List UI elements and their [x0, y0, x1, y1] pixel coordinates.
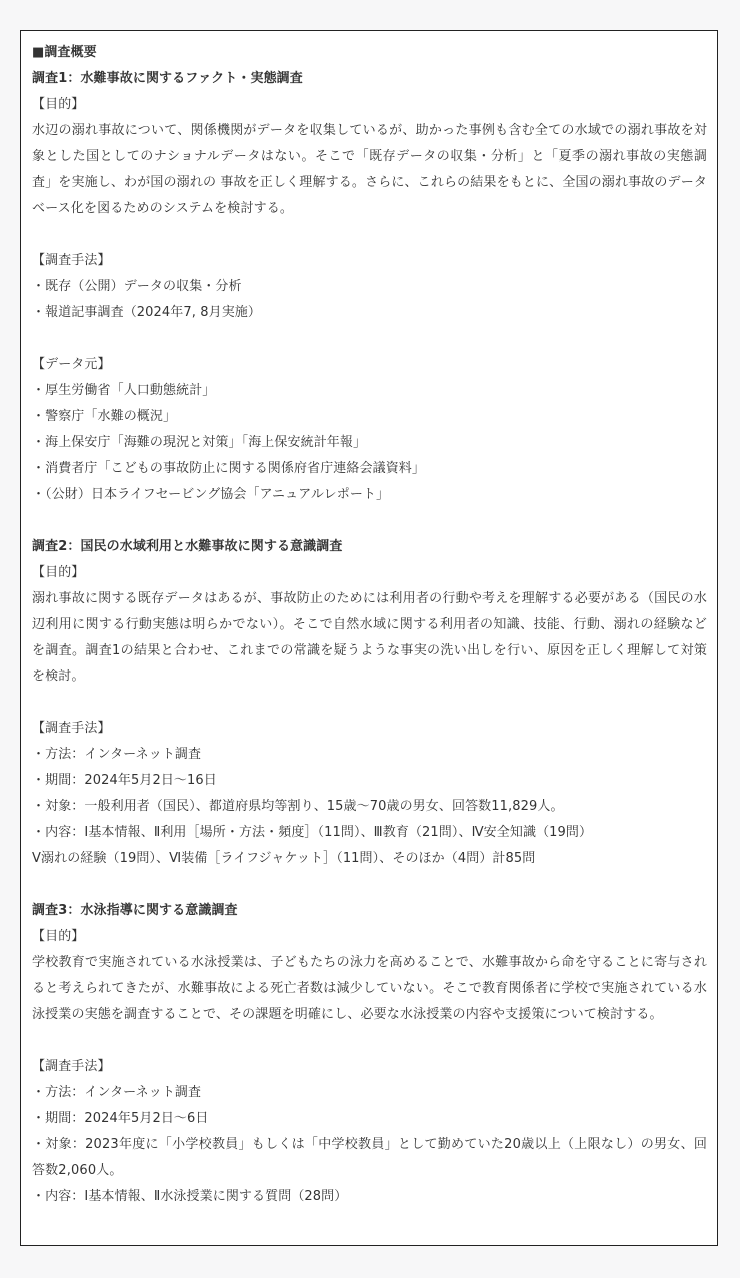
survey1-method-heading: 【調査手法】 [32, 253, 111, 268]
survey3-method-item: ・対象：2023年度に「小学校教員」もしくは「中学校教員」として勤めていた20歳以上（上限なし）の男女、回答数2,060人。 [32, 1137, 707, 1178]
survey3-method-item: ・期間：2024年5月2日〜6日 [32, 1111, 209, 1126]
survey2-method-item: Ⅴ溺れの経験（19問）、Ⅵ装備［ライフジャケット］（11問）、そのほか（4問）計85問 [32, 851, 536, 866]
survey1-purpose-heading: 【目的】 [32, 97, 85, 112]
survey2-purpose-heading: 【目的】 [32, 565, 85, 580]
survey2-method-item: ・方法：インターネット調査 [32, 747, 202, 762]
survey1-method-item: ・報道記事調査（2024年7, 8月実施） [32, 305, 261, 320]
survey2-method-item: ・内容：Ⅰ基本情報、Ⅱ利用［場所・方法・頻度］（11問）、Ⅲ教育（21問）、Ⅳ安全知識（19問） [32, 825, 593, 840]
spacer [32, 508, 707, 534]
survey3-method-item: ・方法：インターネット調査 [32, 1085, 202, 1100]
survey1-source-heading: 【データ元】 [32, 357, 111, 372]
survey1-purpose-text: 水辺の溺れ事故について、関係機関がデータを収集しているが、助かった事例も含む全ての水域での溺れ事故を対象とした国としてのナショナルデータはない。そこで「既存データの収集・分析」と「夏季の溺れ事故の実態調査」を実施し、わが国の溺れの 事故を正しく理解する。さらに、これらの結果をもとに、全国の溺れ事故のデータベース化を図るためのシステムを検討する。 [32, 123, 707, 216]
survey1-source-item: ・（公財）日本ライフセービング協会「アニュアルレポート」 [32, 487, 390, 502]
survey3-title: 調査3：水泳指導に関する意識調査 [32, 903, 238, 918]
top-margin [0, 0, 740, 30]
spacer [32, 872, 707, 898]
survey2-title: 調査2：国民の水域利用と水難事故に関する意識調査 [32, 539, 343, 554]
survey3-purpose-text: 学校教育で実施されている水泳授業は、子どもたちの泳力を高めることで、水難事故から命を守ることに寄与されると考えられてきたが、水難事故による死亡者数は減少していない。そこで教育関係者に学校で実施されている水泳授業の実態を調査することで、その課題を明確にし、必要な水泳授業の内容や支援策について検討する。 [32, 955, 707, 1022]
survey1-source-item: ・厚生労働省「人口動態統計」 [32, 383, 216, 398]
survey2-purpose-text: 溺れ事故に関する既存データはあるが、事故防止のためには利用者の行動や考えを理解する必要がある（国民の水辺利用に関する行動実態は明らかでない）。そこで自然水域に関する利用者の知識、技能、行動、溺れの経験などを調査。調査1の結果と合わせ、これまでの常識を疑うような事実の洗い出しを行い、原因を正しく理解して対策を検討。 [32, 591, 707, 684]
survey1-source-item: ・海上保安庁「海難の現況と対策」「海上保安統計年報」 [32, 435, 367, 450]
survey3-method-item: ・内容：Ⅰ基本情報、Ⅱ水泳授業に関する質問（28問） [32, 1189, 348, 1204]
survey1-source-item: ・警察庁「水難の概況」 [32, 409, 177, 424]
survey-overview-box [20, 30, 718, 1246]
survey2-method-heading: 【調査手法】 [32, 721, 111, 736]
survey2-method-item: ・期間：2024年5月2日〜16日 [32, 773, 217, 788]
spacer [32, 690, 707, 716]
spacer [32, 222, 707, 248]
survey1-source-item: ・消費者庁「こどもの事故防止に関する関係府省庁連絡会議資料」 [32, 461, 426, 476]
survey1-method-item: ・既存（公開）データの収集・分析 [32, 279, 242, 294]
spacer [32, 1028, 707, 1054]
survey3-purpose-heading: 【目的】 [32, 929, 85, 944]
survey3-method-heading: 【調査手法】 [32, 1059, 111, 1074]
survey1-title: 調査1：水難事故に関するファクト・実態調査 [32, 71, 303, 86]
overview-heading: ■調査概要 [32, 45, 97, 60]
survey2-method-item: ・対象：一般利用者（国民）、都道府県均等割り、15歳〜70歳の男女、回答数11,829人。 [32, 799, 564, 814]
spacer [32, 326, 707, 352]
